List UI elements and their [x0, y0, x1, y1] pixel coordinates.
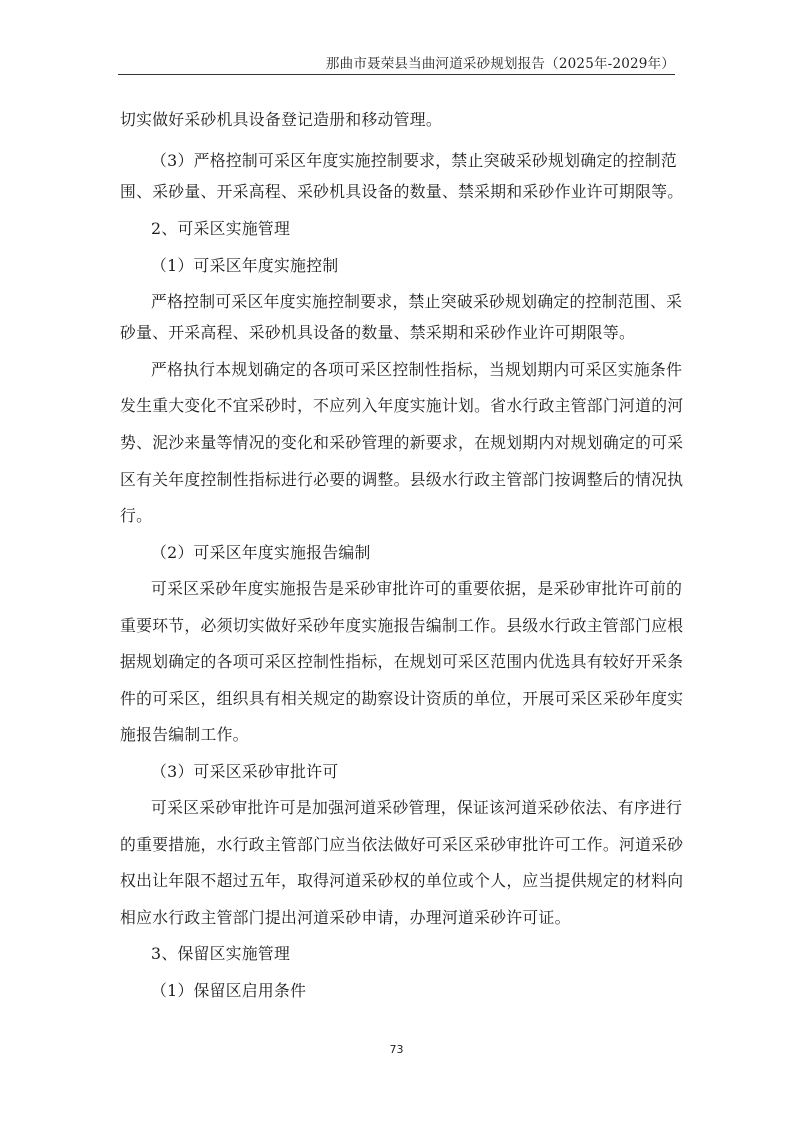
subsection-heading: （2）可采区年度实施报告编制 [151, 543, 371, 562]
text-line: 件的可采区，组织具有相关规定的勘察设计资质的单位，开展可采区采砂年度实 [120, 689, 684, 708]
text-line: 发生重大变化不宜采砂时，不应列入年度实施计划。省水行政主管部门河道的河 [120, 396, 684, 415]
subsection-heading: （3）可采区采砂审批许可 [151, 762, 339, 781]
text-line: 切实做好采砂机具设备登记造册和移动管理。 [120, 110, 442, 129]
section-heading: 3、保留区实施管理 [151, 944, 291, 963]
header-rule [118, 74, 675, 75]
text-line: 可采区采砂年度实施报告是采砂审批许可的重要依据，是采砂审批许可前的 [151, 579, 683, 598]
text-line: 行。 [120, 506, 153, 525]
text-line: 区有关年度控制性指标进行必要的调整。县级水行政主管部门按调整后的情况执 [120, 470, 684, 489]
subsection-heading: （1）可采区年度实施控制 [151, 256, 339, 275]
running-header: 那曲市聂荣县当曲河道采砂规划报告（2025年-2029年） [325, 56, 675, 72]
text-line: 围、采砂量、开采高程、采砂机具设备的数量、禁采期和采砂作业许可期限等。 [120, 182, 684, 201]
text-line: （3）严格控制可采区年度实施控制要求，禁止突破采砂规划确定的控制范 [151, 151, 677, 170]
text-line: 相应水行政主管部门提出河道采砂申请，办理河道采砂许可证。 [120, 908, 571, 927]
section-heading: 2、可采区实施管理 [151, 219, 291, 238]
text-line: 据规划确定的各项可采区控制性指标，在规划可采区范围内优选具有较好开采条 [120, 652, 684, 671]
text-line: 严格控制可采区年度实施控制要求，禁止突破采砂规划确定的控制范围、采 [151, 292, 683, 311]
text-line: 重要环节，必须切实做好采砂年度实施报告编制工作。县级水行政主管部门应根 [120, 616, 684, 635]
text-line: 的重要措施，水行政主管部门应当依法做好可采区采砂审批许可工作。河道采砂 [120, 835, 684, 854]
text-line: 砂量、开采高程、采砂机具设备的数量、禁采期和采砂作业许可期限等。 [120, 323, 636, 342]
text-line: 严格执行本规划确定的各项可采区控制性指标，当规划期内可采区实施条件 [151, 360, 683, 379]
text-line: 施报告编制工作。 [120, 725, 249, 744]
subsection-heading: （1）保留区启用条件 [151, 981, 307, 1000]
text-line: 可采区采砂审批许可是加强河道采砂管理，保证该河道采砂依法、有序进行 [151, 798, 683, 817]
page-number: 73 [389, 1043, 404, 1056]
text-line: 势、泥沙来量等情况的变化和采砂管理的新要求，在规划期内对规划确定的可采 [120, 433, 684, 452]
text-line: 权出让年限不超过五年，取得河道采砂权的单位或个人，应当提供规定的材料向 [120, 871, 684, 890]
